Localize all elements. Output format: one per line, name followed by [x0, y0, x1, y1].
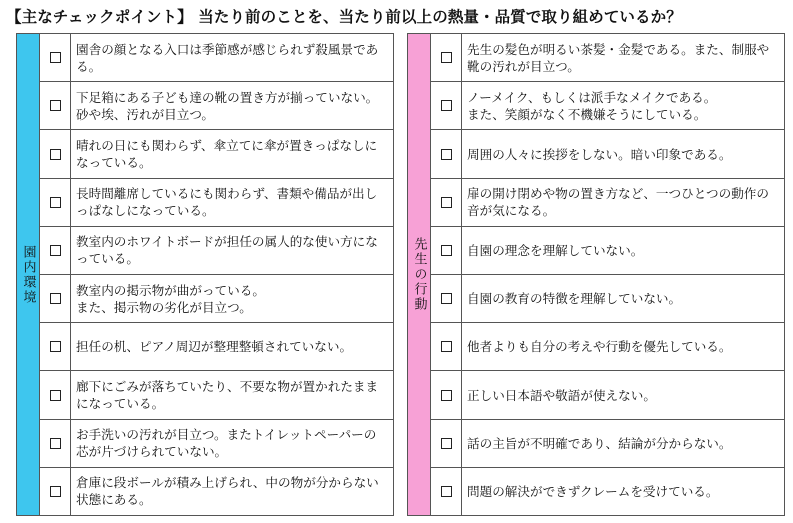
checklist-item-text [71, 227, 393, 274]
checkbox-cell [431, 82, 462, 129]
checkbox[interactable] [441, 438, 452, 449]
checklist-row [431, 130, 784, 178]
checklist-item-label: 扉の開け閉めや物の置き方など、一つひとつの動作の音が気になる。 [467, 186, 769, 219]
checklist-item-text [71, 34, 393, 81]
checkbox-cell [431, 371, 462, 418]
checklist-rows [431, 34, 784, 515]
checkbox-cell [40, 82, 71, 129]
checklist-row [40, 468, 393, 515]
checklist-item-text [462, 179, 784, 226]
checklist-item-label: お手洗いの汚れが目立つ。またトイレットペーパーの芯が片づけられていない。 [76, 427, 377, 460]
checkbox-cell [40, 468, 71, 515]
checkbox-cell [431, 420, 462, 467]
checklist-row [40, 371, 393, 419]
checklist-item-text [462, 227, 784, 274]
checkbox[interactable] [441, 341, 452, 352]
checklist-row [431, 468, 784, 515]
checkbox[interactable] [50, 390, 61, 401]
checkbox-cell [431, 323, 462, 370]
checklist-item-text [71, 420, 393, 467]
checkbox[interactable] [50, 293, 61, 304]
checklist-row [40, 130, 393, 178]
checklist-row [40, 34, 393, 82]
checkbox[interactable] [50, 245, 61, 256]
checklist-item-label: 話の主旨が不明確であり、結論が分からない。 [467, 435, 732, 451]
checklist-row [431, 371, 784, 419]
checklist-item-label: 倉庫に段ボールが積み上げられ、中の物が分からない状態にある。 [76, 475, 379, 508]
category-bar-campus-environment [17, 34, 40, 515]
checkbox-cell [40, 34, 71, 81]
checkbox[interactable] [50, 486, 61, 497]
checklist-item-text [462, 371, 784, 418]
checklist-item-label: 園舎の顔となる入口は季節感が感じられず殺風景である。 [76, 41, 379, 74]
checklist-item-label: 先生の髪色が明るい茶髪・金髪である。また、制服や靴の汚れが目立つ。 [467, 41, 770, 74]
checklist-item-label: 他者よりも自分の考えや行動を優先している。 [467, 339, 732, 355]
checklist-row [40, 179, 393, 227]
checkbox-cell [431, 275, 462, 322]
checkbox[interactable] [50, 149, 61, 160]
checklist-row [431, 34, 784, 82]
checkbox[interactable] [50, 341, 61, 352]
checklist-item-label: 教室内のホワイトボードが担任の属人的な使い方になっている。 [76, 234, 378, 267]
checkbox[interactable] [441, 390, 452, 401]
category-label: 園内環境 [20, 244, 36, 305]
checklist-item-text [462, 420, 784, 467]
page-title: 【主なチェックポイント】 当たり前のことを、当たり前以上の熱量・品質で取り組めているか？ [6, 8, 682, 26]
checklist-item-text [71, 275, 393, 322]
checklist-row [40, 420, 393, 468]
checkbox[interactable] [50, 438, 61, 449]
checkbox-cell [431, 468, 462, 515]
checklist-item-label: 晴れの日にも関わらず、傘立てに傘が置きっぱなしになっている。 [76, 138, 378, 170]
checklist-item-text [462, 82, 784, 129]
checklist-row [431, 275, 784, 323]
checkbox-cell [40, 179, 71, 226]
checkbox[interactable] [50, 52, 61, 63]
checklist-item-text [462, 275, 784, 322]
checkbox-cell [40, 227, 71, 274]
checkbox[interactable] [50, 100, 61, 111]
teacher-behavior-checklist [407, 33, 785, 516]
checklist-item-label: 担任の机、ピアノ周辺が整理整頓されていない。 [76, 339, 353, 355]
checklist-row [431, 179, 784, 227]
checklist-item-label: 長時間離席しているにも関わらず、書類や備品が出しっぱなしになっている。 [76, 186, 378, 219]
checkbox-cell [40, 323, 71, 370]
checkbox-cell [431, 179, 462, 226]
checklist-item-label: 廊下にごみが落ちていたり、不要な物が置かれたままになっている。 [76, 379, 379, 412]
checklist-item-label: 自園の理念を理解していない。 [467, 242, 644, 258]
checklist-item-text [71, 179, 393, 226]
checklist-item-label: 下足箱にある子ども達の靴の置き方が揃っていない。砂や埃、汚れが目立つ。 [76, 89, 379, 122]
category-bar-teacher-behavior [408, 34, 431, 515]
campus-environment-checklist [16, 33, 394, 516]
checkbox-cell [40, 130, 71, 177]
checklist-item-label: 自園の教育の特徴を理解していない。 [467, 291, 682, 307]
checkbox[interactable] [441, 197, 452, 208]
checklist-item-text [462, 323, 784, 370]
checklist-row [40, 275, 393, 323]
checkbox-cell [431, 227, 462, 274]
checklist-item-text [71, 371, 393, 418]
checklist-item-label: 教室内の掲示物が曲がっている。 また、掲示物の劣化が目立つ。 [76, 282, 265, 315]
checklist-item-text [71, 82, 393, 129]
checkbox[interactable] [441, 52, 452, 63]
checklist-row [40, 227, 393, 275]
checklist-item-text [462, 130, 784, 177]
checklist-item-text [71, 323, 393, 370]
checklist-item-text [71, 468, 393, 515]
checkbox-cell [431, 130, 462, 177]
checkbox-cell [40, 420, 71, 467]
checklist-item-label: 周囲の人々に挨拶をしない。暗い印象である。 [467, 146, 732, 162]
checklist-item-text [462, 468, 784, 515]
checklist-row [431, 227, 784, 275]
checkbox[interactable] [50, 197, 61, 208]
checkbox[interactable] [441, 149, 452, 160]
category-label: 先生の行動 [411, 237, 427, 312]
checklist-row [431, 82, 784, 130]
checklist-row [40, 82, 393, 130]
checklist-item-text [71, 130, 393, 177]
checklist-item-text [462, 34, 784, 81]
checklist-item-label: 問題の解決ができずクレームを受けている。 [467, 483, 719, 499]
checkbox-cell [431, 34, 462, 81]
checklist-row [431, 323, 784, 371]
checkbox[interactable] [441, 486, 452, 497]
checkbox[interactable] [441, 100, 452, 111]
checkbox-cell [40, 371, 71, 418]
checklist-row [431, 420, 784, 468]
checklist-row [40, 323, 393, 371]
checkbox[interactable] [441, 293, 452, 304]
checklist-item-label: ノーメイク、もしくは派手なメイクである。 また、笑顔がなく不機嫌そうにしている。 [467, 89, 717, 122]
checklist-rows [40, 34, 393, 515]
checkbox-cell [40, 275, 71, 322]
checkbox[interactable] [441, 245, 452, 256]
checklist-item-label: 正しい日本語や敬語が使えない。 [467, 387, 656, 403]
